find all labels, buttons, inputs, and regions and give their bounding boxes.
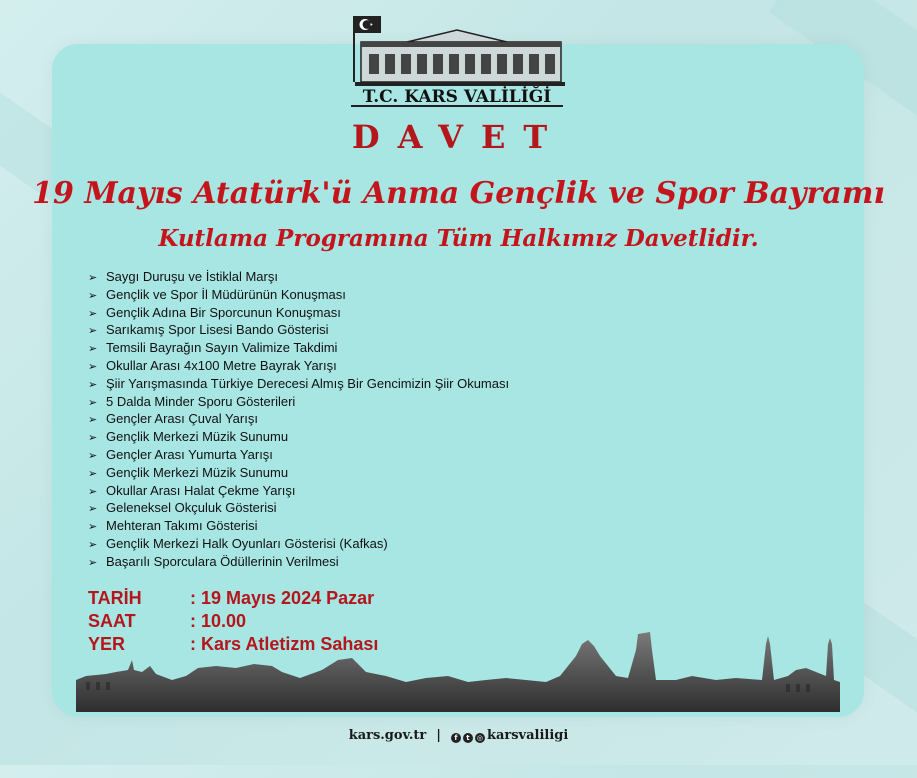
program-item-label: Geleneksel Okçuluk Gösterisi <box>106 500 277 516</box>
program-item <box>88 339 509 357</box>
program-item-label: Okullar Arası 4x100 Metre Bayrak Yarışı <box>106 357 337 373</box>
date-row <box>88 587 378 610</box>
program-item-label: Sarıkamış Spor Lisesi Bando Gösterisi <box>106 322 329 338</box>
arrow-bullet-icon: ➢ <box>88 521 98 534</box>
program-item-label: Gençlik ve Spor İl Müdürünün Konuşması <box>106 286 346 302</box>
twitter-icon[interactable]: t <box>463 733 473 743</box>
kars-valiligi-logo <box>347 12 567 108</box>
program-item <box>88 499 509 517</box>
event-subheadline: Kutlama Programına Tüm Halkımız Davetlidir. <box>158 225 759 252</box>
program-item <box>88 482 509 500</box>
program-item-label: Şiir Yarışmasında Türkiye Derecesi Almış Bir Gencimizin Şiir Okuması <box>106 375 510 391</box>
arrow-bullet-icon: ➢ <box>88 378 98 391</box>
event-headline: 19 Mayıs Atatürk'ü Anma Gençlik ve Spor Bayramı <box>32 176 885 211</box>
arrow-bullet-icon: ➢ <box>88 556 98 569</box>
program-item-label: Gençlik Merkezi Halk Oyunları Gösterisi (Kafkas) <box>106 535 388 551</box>
program-item-label: Gençler Arası Çuval Yarışı <box>106 411 258 427</box>
facebook-icon[interactable]: f <box>451 733 461 743</box>
arrow-bullet-icon: ➢ <box>88 307 98 320</box>
footer <box>0 728 917 743</box>
time-label: SAAT <box>88 611 136 631</box>
program-item-label: Temsili Bayrağın Sayın Valimize Takdimi <box>106 340 338 356</box>
program-item-label: Gençlik Adına Bir Sporcunun Konuşması <box>106 304 341 320</box>
kars-skyline-illustration <box>76 630 840 712</box>
arrow-bullet-icon: ➢ <box>88 485 98 498</box>
arrow-bullet-icon: ➢ <box>88 360 98 373</box>
program-item-label: Başarılı Sporculara Ödüllerinin Verilmesi <box>106 553 339 569</box>
program-item-label: Saygı Duruşu ve İstiklal Marşı <box>106 269 278 284</box>
instagram-icon[interactable]: ◎ <box>476 734 483 742</box>
invitation-title: DAVET <box>351 118 566 156</box>
arrow-bullet-icon: ➢ <box>88 432 98 445</box>
program-item-label: Gençlik Merkezi Müzik Sunumu <box>106 429 289 445</box>
program-item-label: Gençler Arası Yumurta Yarışı <box>106 446 273 462</box>
arrow-bullet-icon: ➢ <box>88 503 98 516</box>
arrow-bullet-icon: ➢ <box>88 538 98 551</box>
arrow-bullet-icon: ➢ <box>88 414 98 427</box>
website-link[interactable]: kars.gov.tr <box>348 728 427 743</box>
arrow-bullet-icon: ➢ <box>88 449 98 462</box>
program-item <box>88 446 509 464</box>
date-label: TARİH <box>88 588 142 608</box>
program-item <box>88 321 509 339</box>
program-item <box>88 517 509 535</box>
program-item <box>88 428 509 446</box>
date-value: : 19 Mayıs 2024 Pazar <box>190 588 375 608</box>
arrow-bullet-icon: ➢ <box>88 325 98 338</box>
program-item <box>88 535 509 553</box>
program-item <box>88 464 509 482</box>
program-item <box>88 268 509 286</box>
place-label: YER <box>88 634 126 654</box>
arrow-bullet-icon: ➢ <box>88 289 98 302</box>
program-item-label: Gençlik Merkezi Müzik Sunumu <box>106 464 289 480</box>
program-list <box>88 268 509 571</box>
program-item-label: Okullar Arası Halat Çekme Yarışı <box>106 482 296 498</box>
program-item <box>88 410 509 428</box>
arrow-bullet-icon: ➢ <box>88 343 98 356</box>
program-item <box>88 357 509 375</box>
place-value: : Kars Atletizm Sahası <box>190 634 379 654</box>
arrow-bullet-icon: ➢ <box>88 467 98 480</box>
arrow-bullet-icon: ➢ <box>88 272 98 284</box>
program-item <box>88 553 509 571</box>
arrow-bullet-icon: ➢ <box>88 396 98 409</box>
program-item <box>88 375 509 393</box>
program-item-label: 5 Dalda Minder Sporu Gösterileri <box>106 393 296 409</box>
program-item <box>88 286 509 304</box>
logo-org-name: T.C. KARS VALİLİĞİ <box>362 87 552 107</box>
program-item-label: Mehteran Takımı Gösterisi <box>106 518 258 534</box>
footer-separator: | <box>436 728 441 743</box>
program-item <box>88 304 509 322</box>
program-item <box>88 393 509 411</box>
social-handle[interactable]: karsvaliligi <box>486 728 569 743</box>
time-value: : 10.00 <box>190 611 247 631</box>
